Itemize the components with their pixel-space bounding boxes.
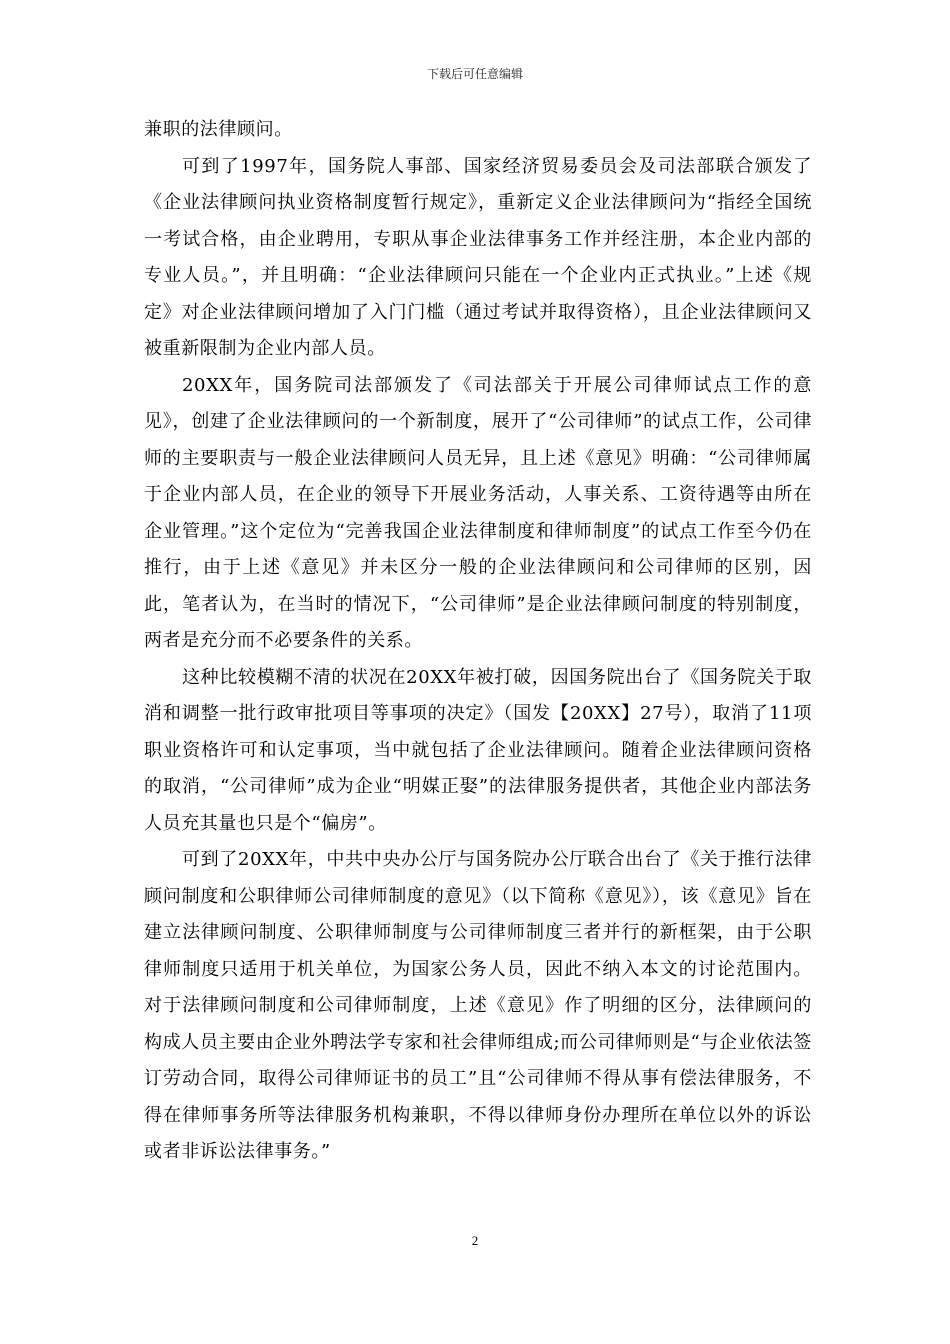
paragraph-qualification-cancelled: 这种比较模糊不清的状况在20XX年被打破，因国务院出台了《国务院关于取消和调整一批行政审批项目等事项的决定》（国发【20XX】27号），取消了11项职业资格许可和认定事项，当中就包括了企业法律顾问。随着企业法律顾问资格的取消，“公司律师”成为企业“明媒正娶”的法律服务提供者，其他企业内部法务人员充其量也只是个“偏房”。 <box>144 666 812 834</box>
document-body <box>144 112 812 1171</box>
paragraph-1997-regulation: 可到了1997年，国务院人事部、国家经济贸易委员会及司法部联合颁发了《企业法律顾问执业资格制度暂行规定》，重新定义企业法律顾问为“指经全国统一考试合格，由企业聘用，专职从事企业法律事务工作并经注册，本企业内部的专业人员。”，并且明确：“企业法律顾问只能在一个企业内正式执业。”上述《规定》对企业法律顾问增加了入门门槛（通过考试并取得资格），且企业法律顾问又被重新限制为企业内部人员。 <box>144 155 812 359</box>
paragraph-new-framework: 可到了20XX年，中共中央办公厅与国务院办公厅联合出台了《关于推行法律顾问制度和公职律师公司律师制度的意见》（以下简称《意见》），该《意见》旨在建立法律顾问制度、公职律师制度与公司律师制度三者并行的新框架，由于公职律师制度只适用于机关单位，为国家公务人员，因此不纳入本文的讨论范围内。对于法律顾问制度和公司律师制度，上述《意见》作了明细的区分，法律顾问的构成人员主要由企业外聘法学专家和社会律师组成;而公司律师则是“与企业依法签订劳动合同，取得公司律师证书的员工”且“公司律师不得从事有偿法律服务，不得在律师事务所等法律服务机构兼职，不得以律师身份办理所在单位以外的诉讼或者非诉讼法律事务。” <box>144 849 812 1162</box>
page-number: 2 <box>471 1233 479 1248</box>
page-header: 下载后可任意编辑 <box>426 67 523 81</box>
paragraph-continuation: 兼职的法律顾问。 <box>144 119 293 140</box>
paragraph-company-lawyer-pilot: 20XX年，国务院司法部颁发了《司法部关于开展公司律师试点工作的意见》，创建了企业法律顾问的一个新制度，展开了“公司律师”的试点工作，公司律师的主要职责与一般企业法律顾问人员无异，且上述《意见》明确：“公司律师属于企业内部人员，在企业的领导下开展业务活动，人事关系、工资待遇等由所在企业管理。”这个定位为“完善我国企业法律制度和律师制度”的试点工作至今仍在推行，由于上述《意见》并未区分一般的企业法律顾问和公司律师的区别，因此，笔者认为，在当时的情况下，“公司律师”是企业法律顾问制度的特别制度，两者是充分而不必要条件的关系。 <box>144 374 812 651</box>
